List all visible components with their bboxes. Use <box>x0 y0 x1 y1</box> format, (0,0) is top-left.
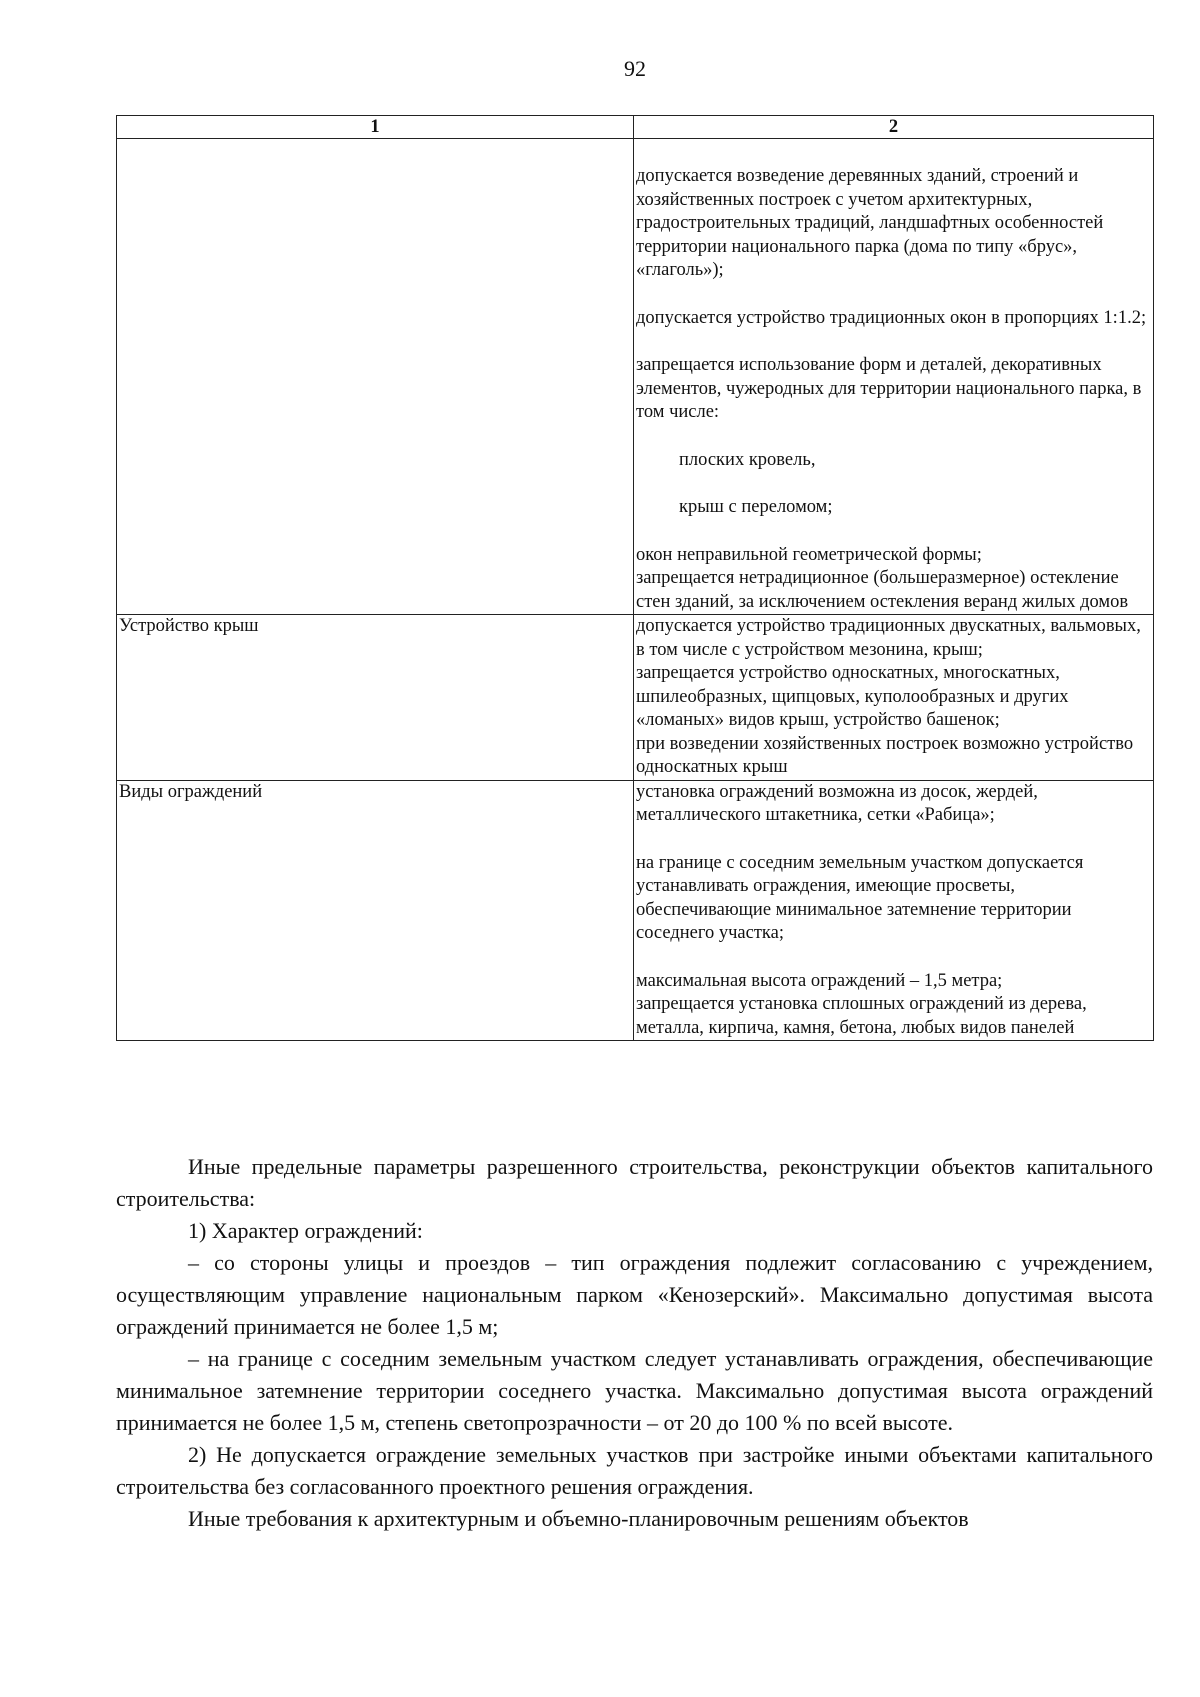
row-paragraph: допускается устройство традиционных двускатных, вальмовых, в том числе с устройством мезонина, крыш; <box>636 616 1141 660</box>
requirements-table <box>116 115 1154 1041</box>
row-paragraph: запрещается нетрадиционное (большеразмерное) остекление стен зданий, за исключением остекления веранд жилых домов <box>636 568 1129 612</box>
row-label-empty <box>117 139 634 615</box>
row-content <box>634 615 1154 781</box>
page-number: 92 <box>624 56 646 81</box>
body-paragraph: – со стороны улицы и проездов – тип ограждения подлежит согласованию с учреждением, осуществляющим управление национальным парком «Кенозерский». Максимально допустимая высота ограждений принимается не более 1,5 м; <box>116 1250 1153 1339</box>
table-header-row <box>117 116 1154 139</box>
table-row <box>117 615 1154 781</box>
row-paragraph: при возведении хозяйственных построек возможно устройство односкатных крыш <box>636 733 1134 777</box>
row-paragraph: максимальная высота ограждений – 1,5 метра; <box>636 970 1003 991</box>
row-paragraph: плоских кровель, <box>679 449 816 470</box>
row-paragraph: запрещается устройство односкатных, многоскатных, шпилеобразных, щипцовых, куполообразных и других «ломаных» видов крыш, устройство башенок; <box>636 663 1069 730</box>
row-paragraph: допускается устройство традиционных окон в пропорциях 1:1.2; <box>636 307 1147 328</box>
row-paragraph: запрещается использование форм и деталей, декоративных элементов, чужеродных для территории национального парка, в том числе: <box>636 355 1142 422</box>
table-row <box>117 139 1154 615</box>
row-paragraph: запрещается установка сплошных ограждений из дерева, металла, кирпича, камня, бетона, любых видов панелей <box>636 994 1087 1038</box>
column-header-2: 2 <box>634 116 1154 139</box>
row-paragraph: крыш с переломом; <box>679 497 833 517</box>
row-label: Виды ограждений <box>117 780 634 1041</box>
row-paragraph: допускается возведение деревянных зданий, строений и хозяйственных построек с учетом архитектурных, градостроительных традиций, ландшафтных особенностей территории национального парка (дома по типу «брус», «глаголь»); <box>636 166 1104 280</box>
body-paragraph: 1) Характер ограждений: <box>188 1218 423 1243</box>
row-content <box>634 780 1154 1041</box>
row-paragraph: на границе с соседним земельным участком допускается устанавливать ограждения, имеющие просветы, обеспечивающие минимальное затемнение территории соседнего участка; <box>636 852 1084 943</box>
body-paragraph: 2) Не допускается ограждение земельных участков при застройке иными объектами капитального строительства без согласованного проектного решения ограждения. <box>116 1442 1153 1499</box>
row-content <box>634 139 1154 615</box>
body-paragraph: – на границе с соседним земельным участком следует устанавливать ограждения, обеспечивающие минимальное затемнение территории соседнего участка. Максимально допустимая высота ограждений принимается не более 1,5 м, степень светопрозрачности – от 20 до 100 % по всей высоте. <box>116 1346 1153 1435</box>
row-label: Устройство крыш <box>117 615 634 781</box>
body-text <box>116 1151 1153 1535</box>
body-paragraph: Иные предельные параметры разрешенного строительства, реконструкции объектов капитального строительства: <box>116 1154 1153 1211</box>
body-paragraph: Иные требования к архитектурным и объемно-планировочным решениям объектов <box>188 1506 969 1531</box>
row-paragraph: установка ограждений возможна из досок, жердей, металлического штакетника, сетки «Рабица»; <box>636 781 1038 825</box>
column-header-1: 1 <box>117 116 634 139</box>
row-paragraph: окон неправильной геометрической формы; <box>636 544 982 565</box>
table-row <box>117 780 1154 1041</box>
